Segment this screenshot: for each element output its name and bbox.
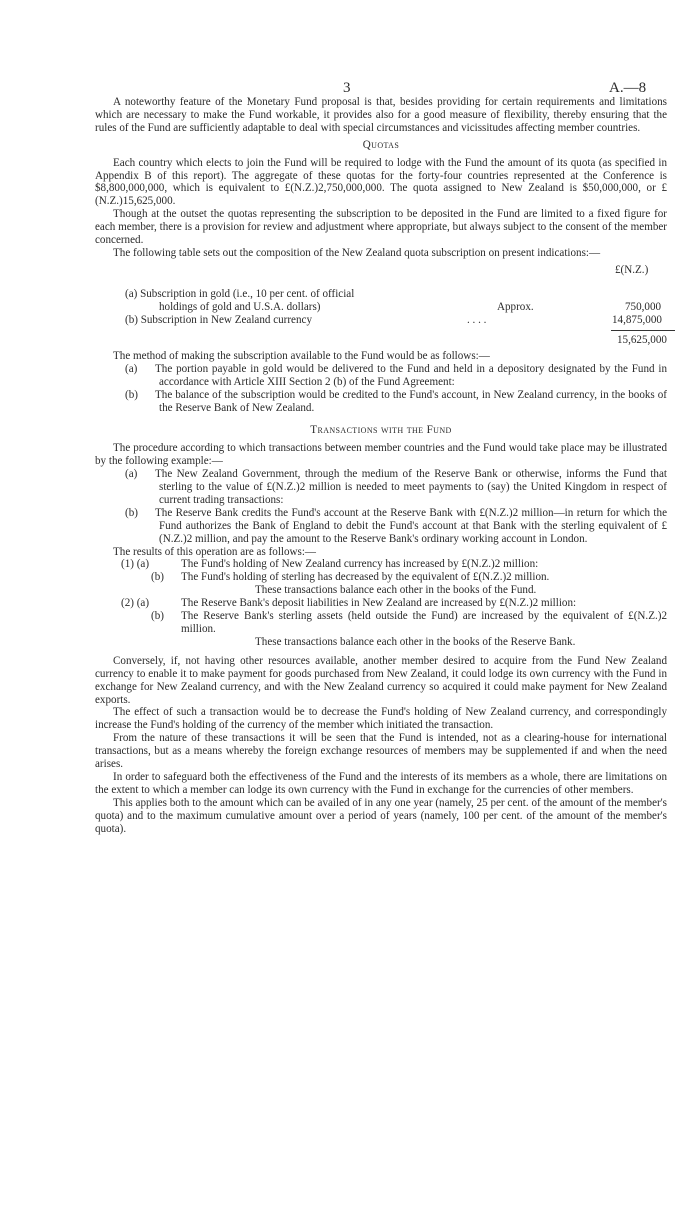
quotas-paragraph-1: Each country which elects to join the Fund will be required to lodge with the Fund the amount of its quota (as specified in Appendix B of this report). The aggregate of these quotas for the forty-four countries represented at the Conference is $8,800,000,000, which is equivalent to £(N.Z.)2,750,000,000. The quota assigned to New Zealand is $50,000,000, or £(N.Z.)15,625,000. <box>95 156 667 208</box>
list-item: (b) The balance of the subscription would be credited to the Fund's account, in New Zealand currency, in the books of the Reserve Bank of New Zealand. <box>125 388 667 414</box>
paragraph-safeguard: In order to safeguard both the effectiveness of the Fund and the interests of its members as a whole, there are limitations on the extent to which a member can lodge its own currency with the Fund in exchange for the currencies of other members. <box>95 770 667 796</box>
section-heading-quotas: Quotas <box>362 138 400 151</box>
list-item: (b) The Reserve Bank's sterling assets (held outside the Fund) are increased by the equivalent of £(N.Z.)2 million. <box>151 610 667 635</box>
balance-note-reserve-bank: These transactions balance each other in the books of the Reserve Bank. <box>255 635 576 648</box>
list-item: (b) The Fund's holding of sterling has decreased by the equivalent of £(N.Z.)2 million. <box>151 571 550 584</box>
table-total-value: 15,625,000 <box>617 333 667 346</box>
list-item: (2) (a) The Reserve Bank's deposit liabilities in New Zealand are increased by £(N.Z.)2 million: <box>121 597 577 610</box>
table-row-currency-label: (b) Subscription in New Zealand currency <box>125 313 312 326</box>
results-intro: The results of this operation are as follows:— <box>113 545 317 558</box>
document-body <box>95 96 667 836</box>
intro-paragraph: A noteworthy feature of the Monetary Fund proposal is that, besides providing for certain requirements and limitations which are necessary to make the Fund workable, it provides also for a good measure of flexibility, thereby ensuring that the rules of the Fund are sufficiently adaptable to deal with special circumstances and vicissitudes affecting member countries. <box>95 96 667 134</box>
currency-column-header: £(N.Z.) <box>615 263 649 276</box>
section-heading-transactions: Transactions with the Fund <box>310 424 452 437</box>
table-row-gold-value: 750,000 <box>625 300 662 313</box>
paragraph-applies: This applies both to the amount which can be availed of in any one year (namely, 25 per cent. of the amount of the member's quota) and to the maximum cumulative amount over a period of years (namely, 100 per cent. of the amount of the member's quota). <box>95 796 667 835</box>
paragraph-effect: The effect of such a transaction would be to decrease the Fund's holding of New Zealand currency, and correspondingly increase the Fund's holding of the currency of the member which initiated the transaction. <box>95 706 667 732</box>
list-item: (1) (a) The Fund's holding of New Zealand currency has increased by £(N.Z.)2 million: <box>121 558 539 571</box>
quotas-paragraph-4: The method of making the subscription available to the Fund would be as follows:— <box>113 349 490 362</box>
table-row-gold-label: (a) Subscription in gold (i.e., 10 per cent. of official <box>125 287 355 300</box>
quota-subscription-table <box>95 264 667 350</box>
list-item: (b) The Reserve Bank credits the Fund's account at the Reserve Bank with £(N.Z.)2 million—in return for which the Fund authorizes the Bank of England to debit the Fund's account at that Bank with the sterling equivalent of £(N.Z.)2 million, and pay the amount to the Reserve Bank's ordinary working account in London. <box>125 506 667 545</box>
quotas-paragraph-3: The following table sets out the composition of the New Zealand quota subscription on present indications:— <box>113 246 601 259</box>
table-row-currency-dots: . . . . <box>467 313 487 326</box>
page-number: 3 <box>343 80 351 96</box>
transactions-paragraph-1: The procedure according to which transactions between member countries and the Fund would take place may be illustrated by the following example:— <box>95 442 667 468</box>
table-row-gold-label-cont: holdings of gold and U.S.A. dollars) <box>159 300 321 313</box>
document-reference: A.—8 <box>609 80 647 96</box>
list-item: (a) The New Zealand Government, through the medium of the Reserve Bank or otherwise, informs the Fund that sterling to the value of £(N.Z.)2 million is needed to meet payments to (say) the United Kingdom in respect of current trading transactions: <box>125 468 667 506</box>
balance-note-fund: These transactions balance each other in the books of the Fund. <box>255 584 537 597</box>
paragraph-conversely: Conversely, if, not having other resources available, another member desired to acquire from the Fund New Zealand currency to enable it to make payment for goods purchased from New Zealand, it could lodge its own currency with the Fund in exchange for New Zealand currency, and with the New Zealand currency so acquired it could make payment for New Zealand exports. <box>95 654 667 706</box>
table-row-gold-note: Approx. <box>497 300 534 313</box>
paragraph-nature: From the nature of these transactions it will be seen that the Fund is intended, not as a clearing-house for international transactions, but as a means whereby the foreign exchange resources of members may be supplemented if and when the need arises. <box>95 732 667 771</box>
table-row-currency-value: 14,875,000 <box>612 313 662 326</box>
quotas-paragraph-2: Though at the outset the quotas representing the subscription to be deposited in the Fund are limited to a fixed figure for each member, there is a provision for review and adjustment where appropriate, but always subject to the consent of the member concerned. <box>95 208 667 247</box>
table-total-rule <box>611 330 675 331</box>
list-item: (a) The portion payable in gold would be delivered to the Fund and held in a depository designated by the Fund in accordance with Article XIII Section 2 (b) of the Fund Agreement: <box>125 362 667 388</box>
